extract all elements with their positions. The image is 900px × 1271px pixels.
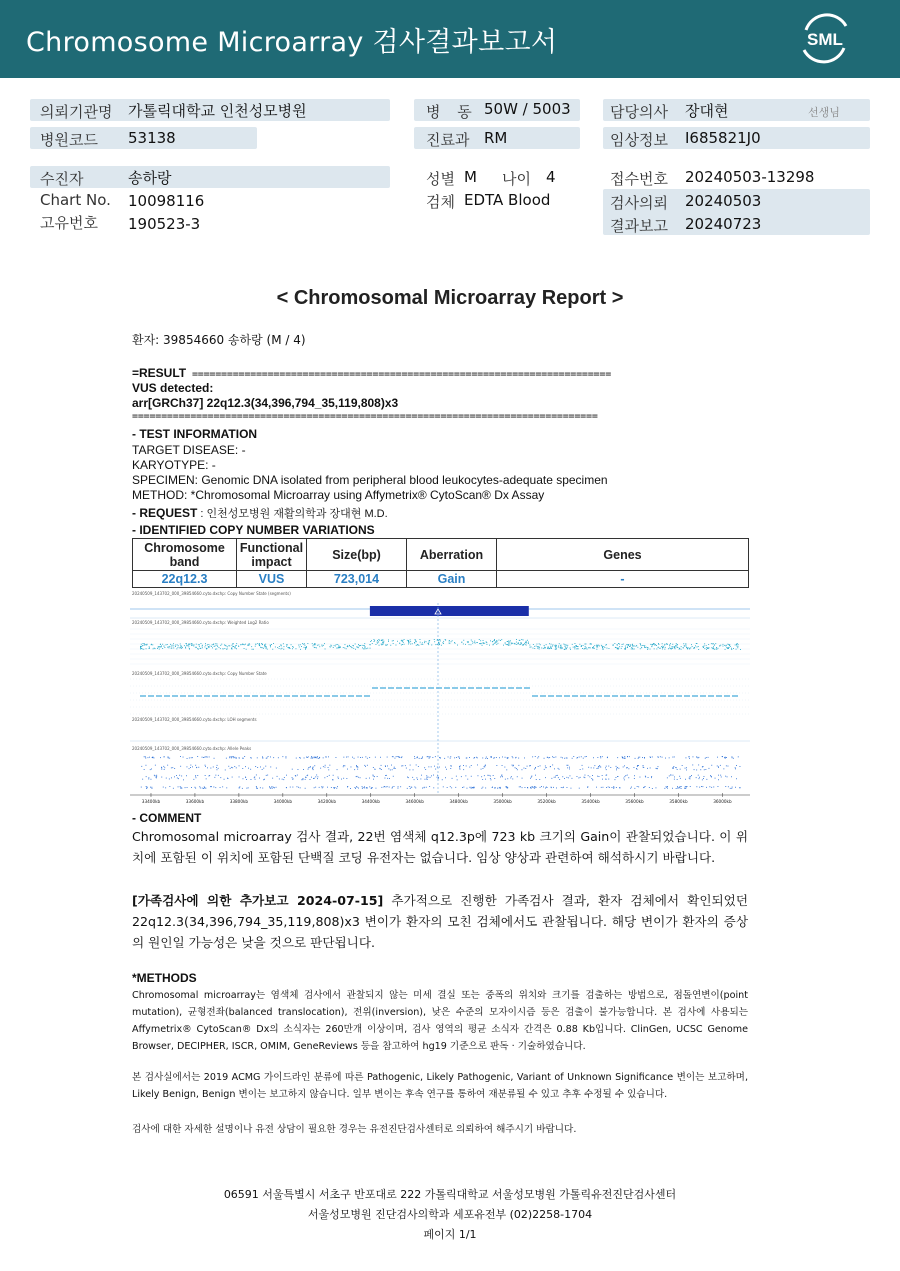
th-functional-impact: Functional impact [237, 539, 307, 571]
sex-label: 성별 [426, 170, 455, 188]
axis-tick-label: 33800kb [229, 799, 249, 804]
patient-line: 환자: 39854660 송하랑 (M / 4) [132, 333, 306, 347]
target-disease: TARGET DISEASE: - [132, 443, 246, 457]
copy-number-state-track [130, 679, 750, 714]
request-date-value: 20240503 [685, 192, 762, 210]
axis-tick-label: 33400kb [141, 799, 161, 804]
receipt-label: 접수번호 [610, 170, 668, 188]
th-genes: Genes [497, 539, 749, 571]
report-date-label: 결과보고 [610, 217, 668, 235]
patient-label: 수진자 [40, 170, 84, 188]
chart-no-value: 10098116 [128, 192, 205, 210]
karyotype: KARYOTYPE: - [132, 458, 216, 472]
unique-no-label: 고유번호 [40, 214, 98, 232]
family-test-heading: [가족검사에 의한 추가보고 2024-07-15] [132, 893, 384, 908]
institution-value: 가톨릭대학교 인천성모병원 [128, 102, 307, 120]
footer-department: 서울성모병원 진단검사의학과 세포유전부 (02)2258-1704 [307, 1208, 593, 1221]
axis-tick-label: 36000kb [713, 799, 732, 804]
family-test-text: 추가적으로 진행한 가족검사 결과, 환자 검체에서 확인되었던 22q12.3(34,396,794_35,119,808)x3 변이가 환자의 모친 검체에서도 관찰됩니다. 해당 변이가 환자의 증상의 원인일 가능성은 낮을 것으로 판단됩니다. [132, 893, 748, 950]
method-desc: METHOD: *Chromosomal Microarray using Affymetrix® CytoScan® Dx Assay [132, 488, 545, 502]
axis-tick-label: 34200kb [317, 799, 337, 804]
specimen-desc: SPECIMEN: Genomic DNA isolated from peripheral blood leukocytes-adequate specimen [132, 473, 608, 487]
axis-tick-label: 35000kb [493, 799, 512, 804]
result-line [132, 366, 611, 380]
result-equals: ======================================================================== [186, 369, 612, 380]
axis-tick-label: 35400kb [581, 799, 600, 804]
report-title: < Chromosomal Microarray Report > [276, 287, 624, 309]
comment-paragraph-1: Chromosomal microarray 검사 결과, 22번 염색체 q12.3p에 723 kb 크기의 Gain이 관찰되었습니다. 이 위치에 포함된 이 위치에 포함된 단백질 코딩 유전자는 없습니다. 임상 양상과 관련하여 해석하시기 바랍니다. [132, 829, 748, 865]
allele-peaks-track [141, 756, 741, 789]
report-date-value: 20240723 [685, 215, 762, 233]
axis-tick-label: 35600kb [625, 799, 644, 804]
sex-value: M [464, 168, 477, 186]
sml-logo-text: SML [807, 30, 843, 49]
cell-size: 723,014 [307, 571, 407, 588]
gain-segment-bar [370, 606, 529, 616]
ward-label: 병 동 [426, 103, 478, 121]
dept-label: 진료과 [426, 131, 470, 149]
comment-heading: - COMMENT [132, 811, 202, 825]
th-aberration: Aberration [407, 539, 497, 571]
test-info-heading: - TEST INFORMATION [132, 427, 258, 441]
patient-info [0, 0, 900, 240]
axis-tick-label: 35200kb [537, 799, 556, 804]
axis-tick-label: 33600kb [185, 799, 205, 804]
cnv-table-header-row [133, 539, 749, 571]
dept-value: RM [484, 129, 508, 147]
footer-address: 06591 서울특별시 서초구 반포대로 222 가톨릭대학교 서울성모병원 가톨릭유전진단검사센터 [223, 1188, 677, 1201]
footer-page: 페이지 1/1 [423, 1228, 477, 1241]
methods-heading: *METHODS [132, 971, 197, 985]
receipt-value: 20240503-13298 [685, 168, 815, 186]
doctor-suffix: 선생님 [808, 106, 840, 119]
track-title-allele: 20240509_143702_000_39854660.cyto.dxchp: Allele Peaks [132, 746, 252, 751]
request-value: : 인천성모병원 재활의학과 장대현 M.D. [197, 508, 388, 520]
ward-value: 50W / 5003 [484, 100, 571, 118]
equals-divider: ================================================================================ [132, 411, 598, 422]
kb-axis [142, 793, 732, 804]
cell-impact: VUS [237, 571, 307, 588]
axis-tick-label: 34400kb [361, 799, 380, 804]
track-title-log2: 20240509_143702_000_39854660.cyto.dxchp: Weighted Log2 Ratio [132, 620, 269, 625]
report-header-title: Chromosome Microarray 검사결과보고서 [26, 27, 558, 58]
track-title-segments: 20240509_143702_000_39854660.cyto.dxchp: Copy Number State (segments) [132, 591, 291, 596]
th-size: Size(bp) [307, 539, 407, 571]
institution-label: 의뢰기관명 [40, 103, 113, 121]
comment-paragraph-2 [132, 890, 748, 953]
methods-paragraph-3: 검사에 대한 자세한 설명이나 유전 상담이 필요한 경우는 유전진단검사센터로 의뢰하여 해주시기 바랍니다. [132, 1124, 577, 1135]
request-label: - REQUEST [132, 506, 198, 520]
specimen-label: 검체 [426, 193, 455, 211]
axis-tick-label: 34600kb [405, 799, 424, 804]
cell-band: 22q12.3 [133, 571, 237, 588]
table-row [133, 571, 749, 588]
specimen-value: EDTA Blood [464, 191, 551, 209]
cell-aberration: Gain [407, 571, 497, 588]
clinical-label: 임상정보 [610, 131, 668, 149]
patient-value: 송하랑 [128, 169, 172, 187]
cell-genes: - [497, 571, 749, 588]
th-chromosome-band: Chromosome band [133, 539, 237, 571]
log2-ratio-track [130, 629, 750, 664]
doctor-value: 장대현 [685, 102, 729, 120]
result-label: =RESULT [132, 366, 187, 380]
methods-paragraph-1: Chromosomal microarray는 염색체 검사에서 관찰되지 않는 미세 결실 또는 중폭의 위치와 크기를 검출하는 방법으로, 점돌연변이(point mutation), 균형전좌(balanced translocation), 전위(inversion), 낮은 수준의 모자이시즘 등은 검출이 불가능합니다. 본 검사에 사용되는 Affymetrix® CytoScan® Dx의 소식자는 260만개 이상이며, 검사 영역의 평균 소식자 간격은 0.88 Kb입니다. ClinGen, UCSC Genome Browser, DECIPHER, ISCR, OMIM, GeneReviews 등을 참고하여 hg19 기준으로 판독 · 기술하였습니다. [132, 990, 748, 1052]
chart-no-label: Chart No. [40, 191, 111, 209]
methods-paragraph-2: 본 검사실에서는 2019 ACMG 가이드라인 분류에 따른 Pathogenic, Likely Pathogenic, Variant of Unknown Significance 변이는 보고하며, Likely Benign, Benign 변이는 보고하지 않습니다. 일부 변이는 후속 연구를 통하여 재분류될 수 있고 추후 수정될 수 있습니다. [132, 1072, 748, 1100]
axis-tick-label: 34800kb [449, 799, 468, 804]
clinical-value: I685821J0 [685, 129, 761, 147]
identified-heading: - IDENTIFIED COPY NUMBER VARIATIONS [132, 523, 375, 537]
age-label: 나이 [502, 170, 531, 188]
track-title-loh: 20240509_143702_000_39854660.cyto.dxchp: LOH segments [132, 717, 257, 722]
cnv-table [132, 538, 749, 588]
doctor-label: 담당의사 [610, 103, 668, 121]
hospital-code-value: 53138 [128, 129, 176, 147]
arr-nomenclature: arr[GRCh37] 22q12.3(34,396,794_35,119,808)x3 [132, 396, 399, 410]
vus-detected: VUS detected: [132, 381, 214, 395]
age-value: 4 [546, 168, 556, 186]
axis-tick-label: 34000kb [273, 799, 293, 804]
copy-number-plot [130, 589, 750, 807]
request-line [132, 505, 388, 521]
unique-no-value: 190523-3 [128, 215, 201, 233]
track-title-cn: 20240509_143702_000_39854660.cyto.dxchp: Copy Number State [132, 671, 267, 676]
axis-tick-label: 35800kb [669, 799, 688, 804]
request-date-label: 검사의뢰 [610, 194, 668, 212]
hospital-code-label: 병원코드 [40, 131, 98, 149]
